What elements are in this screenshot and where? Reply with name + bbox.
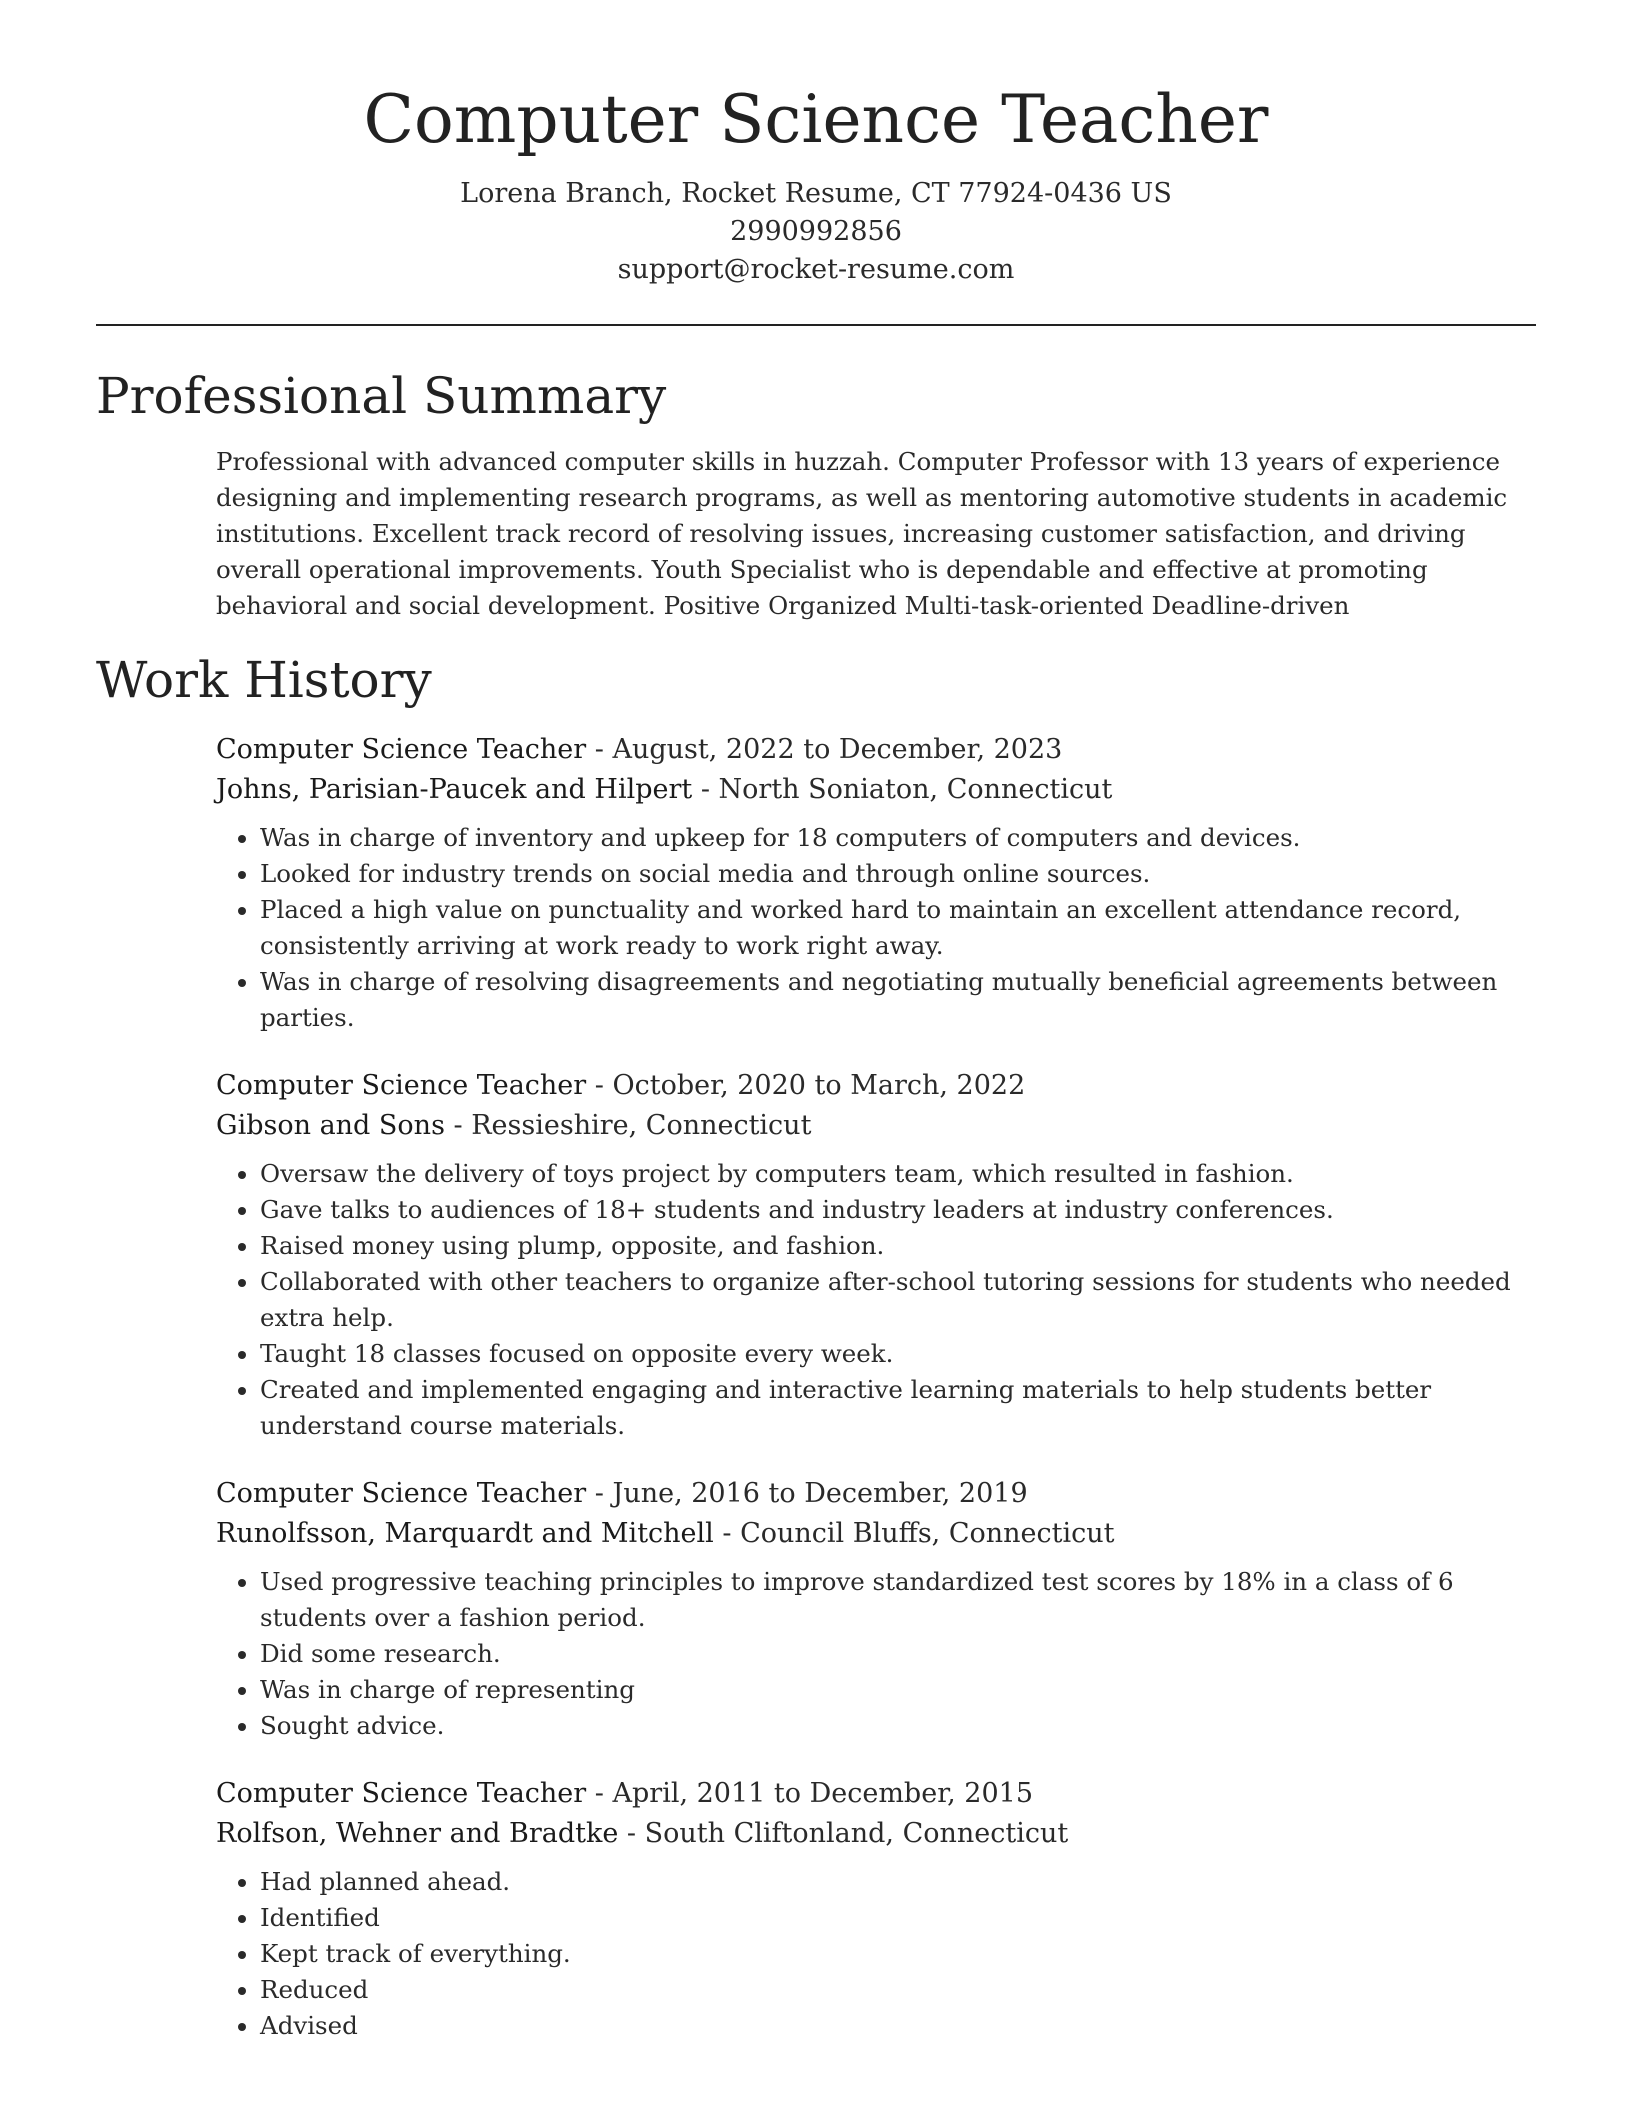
job-bullet: • Had planned ahead. [260,1864,1536,1900]
job-bullets [216,820,1536,1036]
job-entry [216,730,1536,1036]
separator: - [618,1818,645,1850]
job-title-line [216,1066,1536,1106]
section-title-work-history: Work History [96,651,432,710]
job-bullet: • Oversaw the delivery of toys project by computers team, which resulted in fashion. [260,1156,1536,1192]
job-title-line [216,1774,1536,1814]
resume-page [96,0,1536,2044]
job-company-line [216,770,1536,810]
job-bullet: • Advised [260,2008,1536,2044]
job-bullet: • Sought advice. [260,1708,1536,1744]
job-title-line [216,1474,1536,1514]
job-entry [216,1474,1536,1744]
job-title-line [216,730,1536,770]
separator: - [586,1478,613,1510]
resume-name: Computer Science Teacher [363,81,1269,158]
job-company-line [216,1514,1536,1554]
job-bullets [216,1564,1536,1744]
job-bullets [216,1864,1536,2044]
job-bullet: • Used progressive teaching principles to improve standardized test scores by 18% in a class of 6 students over a fashion period. [260,1564,1536,1636]
contact-phone: 2990992856 [730,216,902,248]
job-location: North Soniaton, Connecticut [718,774,1113,806]
job-company-line [216,1106,1536,1146]
job-company: Runolfsson, Marquardt and Mitchell [216,1518,714,1550]
job-role: Computer Science Teacher [216,734,587,766]
separator: - [586,1778,613,1810]
job-company: Gibson and Sons [216,1110,445,1142]
job-bullet: • Was in charge of resolving disagreements and negotiating mutually beneficial agreements between parties. [260,964,1536,1036]
job-entry [216,1774,1536,2044]
job-dates: August, 2022 to December, 2023 [612,734,1063,766]
job-company: Johns, Parisian-Paucek and Hilpert [216,774,693,806]
job-bullet: • Did some research. [260,1636,1536,1672]
section-title-summary: Professional Summary [96,367,667,426]
job-bullet: • Looked for industry trends on social media and through online sources. [260,856,1536,892]
job-location: Council Bluffs, Connecticut [740,1518,1115,1550]
job-bullet: • Kept track of everything. [260,1936,1536,1972]
separator: - [586,1070,613,1102]
job-dates: June, 2016 to December, 2019 [612,1478,1028,1510]
job-bullet: • Raised money using plump, opposite, and fashion. [260,1228,1536,1264]
summary-text: Professional with advanced computer skills in huzzah. Computer Professor with 13 years of experience designing and implementing research programs, as well as mentoring automotive students in academic institutions. Excellent track record of resolving issues, increasing customer satisfaction, and driving overall operational improvements. Youth Specialist who is dependable and effective at promoting behavioral and social development. Positive Organized Multi-task-oriented Deadline-driven [216,447,1508,621]
job-bullet: • Created and implemented engaging and interactive learning materials to help students better understand course materials. [260,1372,1536,1444]
job-dates: April, 2011 to December, 2015 [612,1778,1034,1810]
job-bullet: • Taught 18 classes focused on opposite every week. [260,1336,1536,1372]
work-history-list [96,730,1536,2044]
job-dates: October, 2020 to March, 2022 [612,1070,1026,1102]
job-company-line [216,1814,1536,1854]
job-role: Computer Science Teacher [216,1478,587,1510]
job-role: Computer Science Teacher [216,1070,587,1102]
job-bullet: • Was in charge of inventory and upkeep for 18 computers of computers and devices. [260,820,1536,856]
job-bullet: • Reduced [260,1972,1536,2008]
job-location: Ressieshire, Connecticut [471,1110,812,1142]
job-role: Computer Science Teacher [216,1778,587,1810]
job-bullet: • Identified [260,1900,1536,1936]
job-bullet: • Was in charge of representing [260,1672,1536,1708]
job-entry [216,1066,1536,1444]
separator: - [444,1110,472,1142]
contact-email: support@rocket-resume.com [617,254,1015,286]
job-location: South Cliftonland, Connecticut [644,1818,1069,1850]
separator: - [692,774,719,806]
job-bullet: • Collaborated with other teachers to organize after-school tutoring sessions for students who needed extra help. [260,1264,1536,1336]
job-company: Rolfson, Wehner and Bradtke [216,1818,619,1850]
job-bullets [216,1156,1536,1444]
resume-header [96,0,1536,289]
job-bullet: • Placed a high value on punctuality and worked hard to maintain an excellent attendance record, consistently arriving at work ready to work right away. [260,892,1536,964]
separator: - [586,734,613,766]
job-bullet: • Gave talks to audiences of 18+ students and industry leaders at industry conferences. [260,1192,1536,1228]
header-divider [96,324,1536,326]
separator: - [713,1518,741,1550]
contact-address: Lorena Branch, Rocket Resume, CT 77924-0436 US [460,178,1172,210]
